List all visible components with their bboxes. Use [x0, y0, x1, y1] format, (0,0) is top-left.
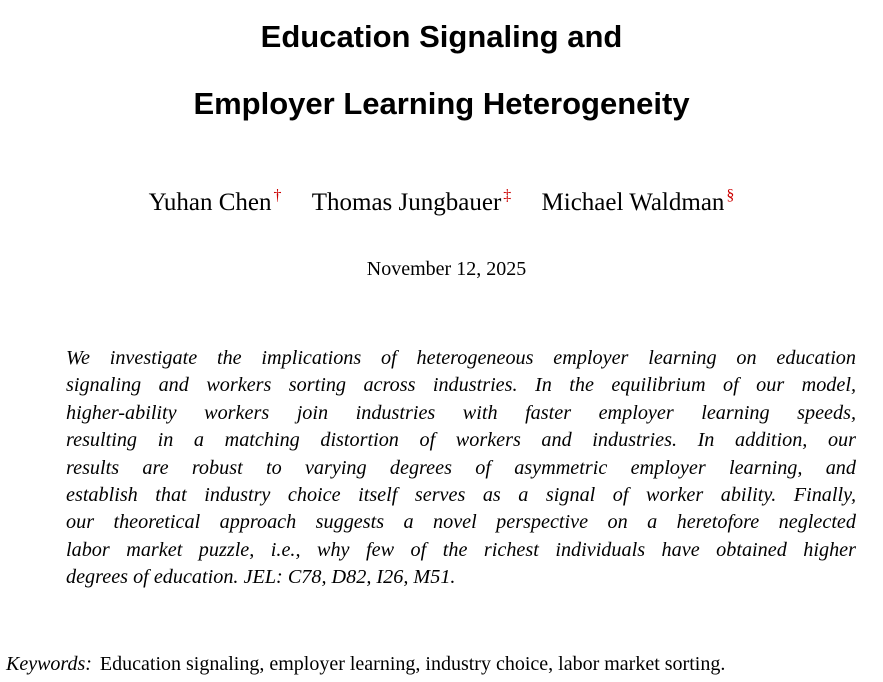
abstract-line: results are robust to varying degrees of asymmetric employer learning, and — [66, 456, 856, 479]
author-footnote-mark[interactable]: † — [273, 187, 282, 204]
author-footnote-mark[interactable]: ‡ — [503, 187, 512, 204]
author-1 — [149, 186, 282, 220]
abstract — [66, 345, 856, 592]
abstract-line: We investigate the implications of heterogeneous employer learning on education — [66, 347, 856, 369]
abstract-line-last: degrees of education. JEL: C78, D82, I26, M51. — [66, 566, 456, 589]
keywords-label: Keywords: — [6, 653, 92, 675]
keywords-text: Education signaling, employer learning, industry choice, labor market sorting. — [99, 653, 726, 675]
paper-date: November 12, 2025 — [366, 258, 527, 280]
abstract-line: higher-ability workers join industries with faster employer learning speeds, — [66, 401, 856, 424]
abstract-line: establish that industry choice itself serves as a signal of worker ability. Finally, — [66, 484, 856, 507]
author-name: Yuhan Chen — [148, 189, 272, 216]
abstract-line: signaling and workers sorting across industries. In the equilibrium of our model, — [66, 374, 856, 397]
abstract-line: labor market puzzle, i.e., why few of the richest individuals have obtained higher — [66, 538, 856, 561]
abstract-line: our theoretical approach suggests a novel perspective on a heretofore neglected — [66, 511, 856, 534]
author-footnote-mark[interactable]: § — [726, 187, 735, 204]
paper-title-line-1: Education Signaling and — [260, 19, 623, 54]
author-list — [0, 186, 883, 220]
author-name: Thomas Jungbauer — [311, 189, 502, 216]
abstract-line: resulting in a matching distortion of workers and industries. In addition, our — [66, 429, 856, 452]
author-2 — [312, 186, 512, 220]
author-3 — [542, 186, 735, 220]
paper-title-line-2: Employer Learning Heterogeneity — [193, 86, 690, 121]
keywords — [6, 650, 883, 678]
author-name: Michael Waldman — [541, 189, 725, 216]
